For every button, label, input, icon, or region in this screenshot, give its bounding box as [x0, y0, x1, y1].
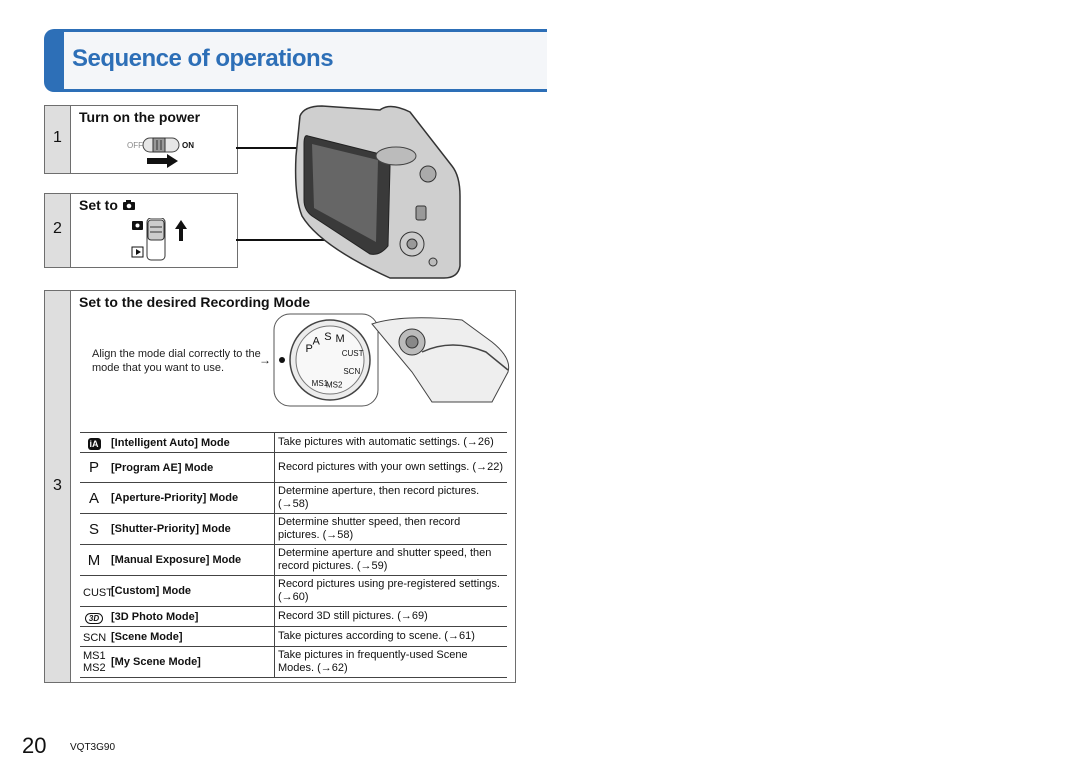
mode-icon — [80, 647, 108, 678]
table-row — [80, 545, 507, 576]
dial-label: M — [335, 333, 345, 346]
dial-label: A — [312, 335, 320, 348]
mode-description: Take pictures with automatic settings. (→26) — [275, 433, 508, 453]
mode-description: Determine aperture and shutter speed, then record pictures. (→59) — [275, 545, 508, 576]
hint-text: Align the mode dial correctly to the mode that you want to use. — [92, 348, 261, 374]
document-code: VQT3G90 — [70, 742, 116, 753]
mode-description: Take pictures in frequently-used Scene Modes. (→62) — [275, 647, 508, 678]
camera-icon — [122, 199, 136, 211]
mode-name: [Intelligent Auto] Mode — [108, 433, 275, 453]
mode-icon-label: SCN — [83, 632, 107, 644]
step-title — [79, 197, 136, 213]
recording-modes-table — [80, 432, 507, 678]
mode-icon-label: A — [88, 489, 99, 507]
mode-icon — [80, 576, 113, 607]
arrow-right-icon — [147, 154, 179, 173]
mode-icon — [80, 545, 108, 576]
mode-name: [Manual Exposure] Mode — [108, 545, 275, 576]
step-number-cell — [45, 106, 71, 173]
camera-back-illustration — [230, 96, 470, 291]
mode-icon — [80, 607, 108, 627]
mode-icon — [80, 627, 108, 647]
mode-name: [Custom] Mode — [108, 576, 275, 607]
mode-description: Determine aperture, then record pictures. (→58) — [275, 483, 508, 514]
mode-name: [Shutter-Priority] Mode — [108, 514, 275, 545]
step-number: 2 — [53, 220, 62, 237]
title-banner — [44, 29, 547, 92]
table-row — [80, 483, 507, 514]
dial-label: MS2 — [325, 380, 343, 390]
mode-description: Take pictures according to scene. (→61) — [275, 627, 508, 647]
mode-icon-label: CUST — [83, 586, 113, 599]
table-row — [80, 627, 507, 647]
switch-on-label: ON — [182, 141, 194, 150]
mode-icon-label: M — [87, 551, 101, 569]
table-row — [80, 453, 507, 483]
step-number: 3 — [53, 477, 62, 494]
mode-dial-illustration — [272, 312, 517, 413]
switch-off-label: OFF — [127, 141, 143, 150]
table-row — [80, 433, 507, 453]
mode-icon — [80, 433, 108, 453]
title-bottom-rule — [64, 89, 547, 92]
dial-label: MS1 — [311, 378, 329, 388]
dial-label: SCN — [343, 367, 361, 377]
step-number: 1 — [53, 129, 62, 146]
mode-icon-label: 3D — [85, 613, 103, 624]
mode-name: [My Scene Mode] — [108, 647, 275, 678]
step-number-cell — [45, 291, 71, 682]
page-number: 20 — [22, 733, 47, 758]
dial-label: S — [324, 331, 332, 344]
dial-label: CUST — [341, 348, 364, 358]
step-title: Turn on the power — [79, 109, 201, 125]
step-title: Set to the desired Recording Mode — [79, 294, 311, 310]
page-title: Sequence of operations — [72, 45, 334, 72]
step-title-text: Set to — [79, 197, 118, 213]
table-row — [80, 514, 507, 545]
rec-play-switch-icon — [131, 218, 191, 267]
mode-icon-label: S — [88, 520, 99, 538]
mode-icon-label: MS1 MS2 — [83, 649, 106, 674]
mode-dial-hint — [92, 347, 272, 375]
mode-icon — [80, 514, 108, 545]
mode-name: [Scene Mode] — [108, 627, 275, 647]
mode-icon — [80, 483, 108, 514]
mode-name: [Program AE] Mode — [108, 453, 275, 483]
table-row — [80, 607, 507, 627]
step-number-cell — [45, 194, 71, 267]
hint-arrow-icon: → — [259, 353, 271, 367]
mode-name: [3D Photo Mode] — [108, 607, 275, 627]
mode-icon-label: P — [88, 459, 99, 476]
mode-description: Record pictures with your own settings. (→22) — [275, 453, 508, 483]
mode-icon — [80, 453, 108, 483]
table-row — [80, 576, 507, 607]
step-1-box — [44, 105, 238, 174]
dial-label: P — [305, 343, 313, 355]
title-accent — [44, 29, 64, 92]
mode-description: Record pictures using pre-registered settings. (→60) — [275, 576, 508, 607]
table-row — [80, 647, 507, 678]
mode-description: Record 3D still pictures. (→69) — [275, 607, 508, 627]
step-2-box — [44, 193, 238, 268]
mode-description: Determine shutter speed, then record pictures. (→58) — [275, 514, 508, 545]
mode-name: [Aperture-Priority] Mode — [108, 483, 275, 514]
mode-icon-label: iA — [89, 439, 99, 449]
